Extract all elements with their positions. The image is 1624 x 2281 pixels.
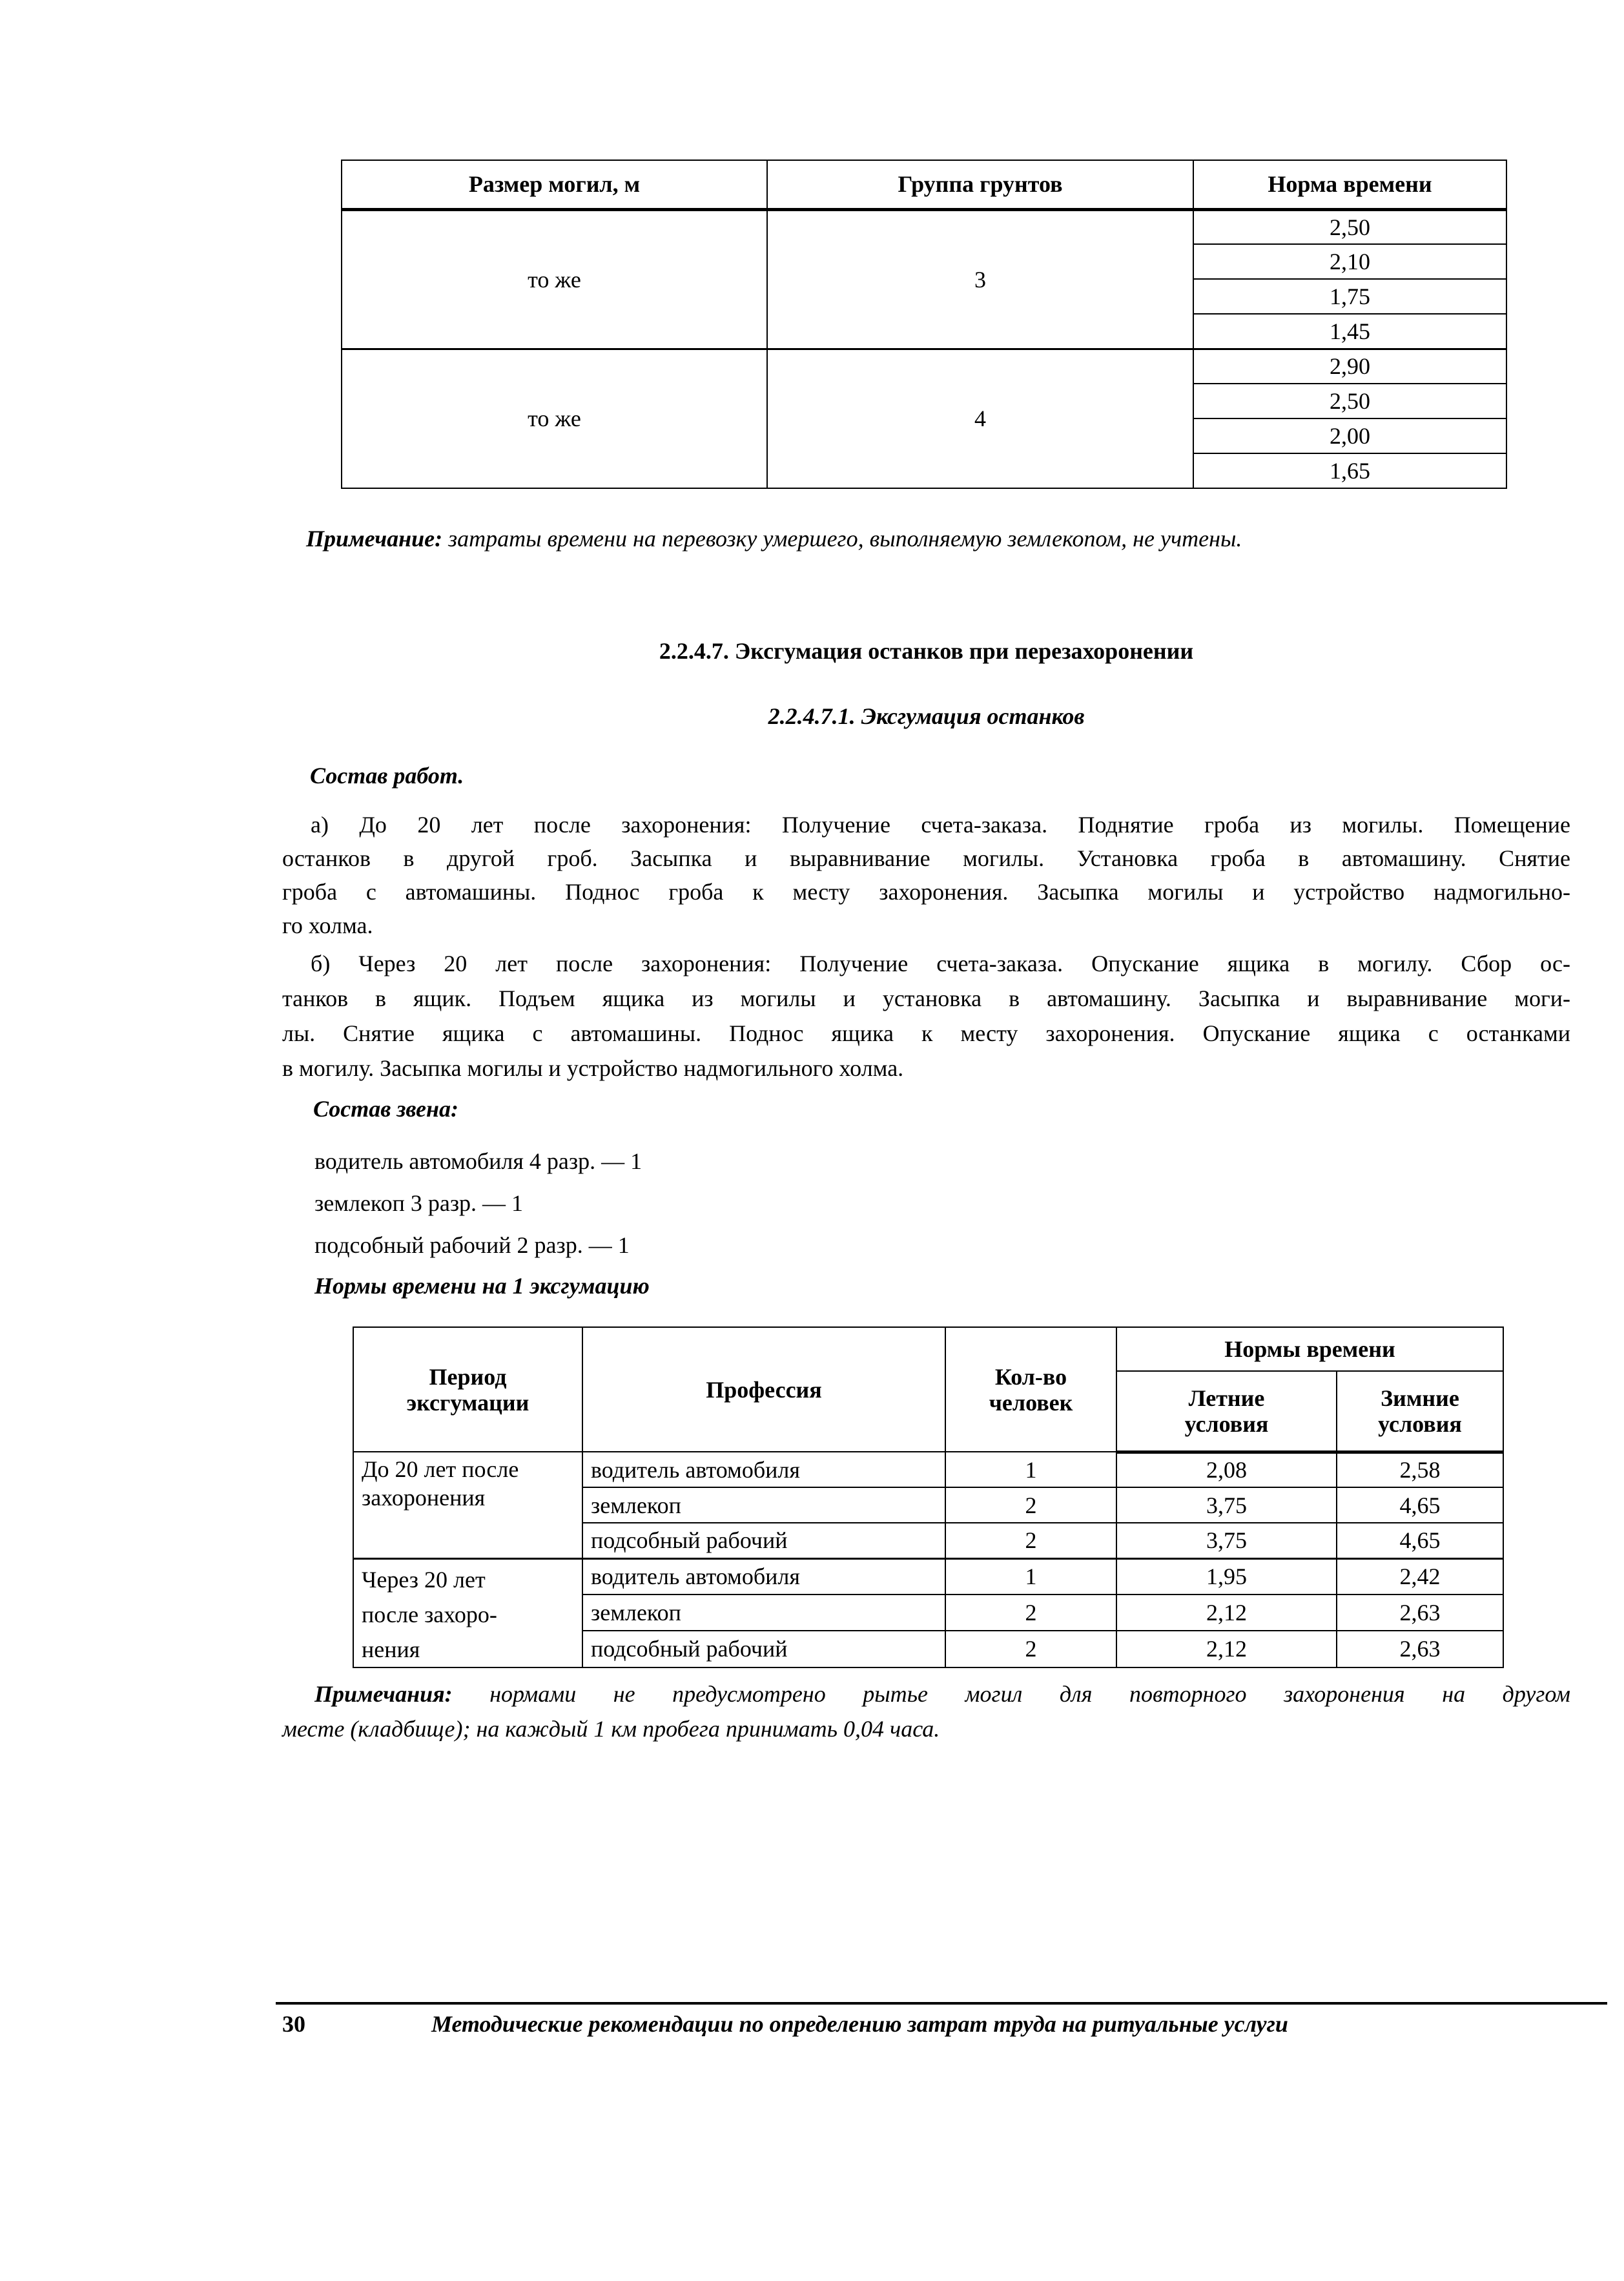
count-cell: 1: [945, 1452, 1116, 1487]
soil-group-cell: 3: [767, 209, 1193, 349]
period-cell: До 20 лет после захоронения: [353, 1452, 582, 1558]
work-composition-label: Состав работ.: [310, 763, 464, 789]
note-text: нормами не предусмотрено рытье могил для повторного захоронения на другом: [452, 1681, 1570, 1707]
column-header-count: Кол-во человек: [945, 1327, 1116, 1452]
time-norm-cell: 2,50: [1193, 209, 1506, 244]
note-label: Примечания:: [314, 1681, 453, 1707]
footer-rule: [276, 2002, 1607, 2005]
paragraph-line: останков в другой гроб. Засыпка и выравнивание могилы. Установка гроба в автомашину. Снятие: [282, 845, 1570, 871]
column-header-grave-size: Размер могил, м: [342, 160, 767, 209]
summer-norm-cell: 2,08: [1116, 1452, 1337, 1487]
time-norm-cell: 1,65: [1193, 453, 1506, 488]
column-header-winter: Зимние условия: [1337, 1371, 1503, 1452]
grave-size-cell: то же: [342, 349, 767, 488]
time-norm-cell: 2,50: [1193, 384, 1506, 418]
count-cell: 2: [945, 1487, 1116, 1523]
profession-cell: подсобный рабочий: [582, 1631, 945, 1667]
time-norm-cell: 2,90: [1193, 349, 1506, 384]
note-label: Примечание:: [306, 526, 443, 552]
summer-norm-cell: 1,95: [1116, 1558, 1337, 1595]
crew-member: подсобный рабочий 2 разр. — 1: [314, 1232, 630, 1258]
summer-norm-cell: 2,12: [1116, 1595, 1337, 1631]
page-number: 30: [282, 2011, 305, 2037]
column-header-period: Период эксгумации: [353, 1327, 582, 1452]
count-cell: 2: [945, 1595, 1116, 1631]
exhumation-norms-table: [353, 1326, 1504, 1668]
paragraph-line: гроба с автомашины. Поднос гроба к месту захоронения. Засыпка могилы и устройство надмогильно-: [282, 879, 1570, 905]
note-bottom-line-1: [314, 1677, 1570, 1711]
winter-norm-cell: 4,65: [1337, 1523, 1503, 1558]
paragraph-line: а) До 20 лет после захоронения: Получение счета-заказа. Поднятие гроба из могилы. Помещение: [311, 812, 1570, 838]
paragraph-line: го холма.: [282, 913, 373, 938]
column-header-time-norm: Норма времени: [1193, 160, 1506, 209]
footer-title: Методические рекомендации по определению затрат труда на ритуальные услуги: [431, 2011, 1288, 2037]
count-cell: 2: [945, 1523, 1116, 1558]
summer-norm-cell: 3,75: [1116, 1487, 1337, 1523]
time-norm-cell: 1,75: [1193, 279, 1506, 314]
summer-norm-cell: 3,75: [1116, 1523, 1337, 1558]
section-heading: 2.2.4.7. Эксгумация останков при перезахоронении: [659, 638, 1194, 664]
note-text: затраты времени на перевозку умершего, выполняемую землекопом, не учтены.: [442, 526, 1242, 552]
period-cell: Через 20 лет после захоро-нения: [353, 1558, 582, 1667]
crew-label: Состав звена:: [313, 1096, 458, 1122]
note-top: [306, 522, 1242, 555]
time-norm-cell: 1,45: [1193, 314, 1506, 349]
column-header-summer: Летние условия: [1116, 1371, 1337, 1452]
paragraph-line: танков в ящик. Подъем ящика из могилы и установка в автомашину. Засыпка и выравнивание моги-: [282, 986, 1570, 1011]
time-norm-cell: 2,10: [1193, 244, 1506, 279]
paragraph-line: лы. Снятие ящика с автомашины. Поднос ящика к месту захоронения. Опускание ящика с останками: [282, 1020, 1570, 1046]
column-header-soil-group: Группа грунтов: [767, 160, 1193, 209]
crew-member: землекоп 3 разр. — 1: [314, 1190, 524, 1216]
section-subheading: 2.2.4.7.1. Эксгумация останков: [768, 703, 1085, 729]
profession-cell: подсобный рабочий: [582, 1523, 945, 1558]
time-norm-cell: 2,00: [1193, 418, 1506, 453]
count-cell: 1: [945, 1558, 1116, 1595]
profession-cell: водитель автомобиля: [582, 1558, 945, 1595]
winter-norm-cell: 2,58: [1337, 1452, 1503, 1487]
column-header-time-norms: Нормы времени: [1116, 1327, 1503, 1371]
column-header-profession: Профессия: [582, 1327, 945, 1452]
norms-title: Нормы времени на 1 эксгумацию: [314, 1273, 650, 1299]
count-cell: 2: [945, 1631, 1116, 1667]
profession-cell: водитель автомобиля: [582, 1452, 945, 1487]
profession-cell: землекоп: [582, 1487, 945, 1523]
paragraph-line: б) Через 20 лет после захоронения: Получение счета-заказа. Опускание ящика в могилу. Сбор ос-: [311, 951, 1570, 976]
winter-norm-cell: 4,65: [1337, 1487, 1503, 1523]
summer-norm-cell: 2,12: [1116, 1631, 1337, 1667]
note-bottom-line-2: месте (кладбище); на каждый 1 км пробега принимать 0,04 часа.: [282, 1716, 940, 1742]
paragraph-line: в могилу. Засыпка могилы и устройство надмогильного холма.: [282, 1055, 904, 1081]
crew-member: водитель автомобиля 4 разр. — 1: [314, 1148, 642, 1174]
winter-norm-cell: 2,42: [1337, 1558, 1503, 1595]
grave-norms-table: [341, 160, 1507, 489]
grave-size-cell: то же: [342, 209, 767, 349]
winter-norm-cell: 2,63: [1337, 1631, 1503, 1667]
soil-group-cell: 4: [767, 349, 1193, 488]
winter-norm-cell: 2,63: [1337, 1595, 1503, 1631]
profession-cell: землекоп: [582, 1595, 945, 1631]
